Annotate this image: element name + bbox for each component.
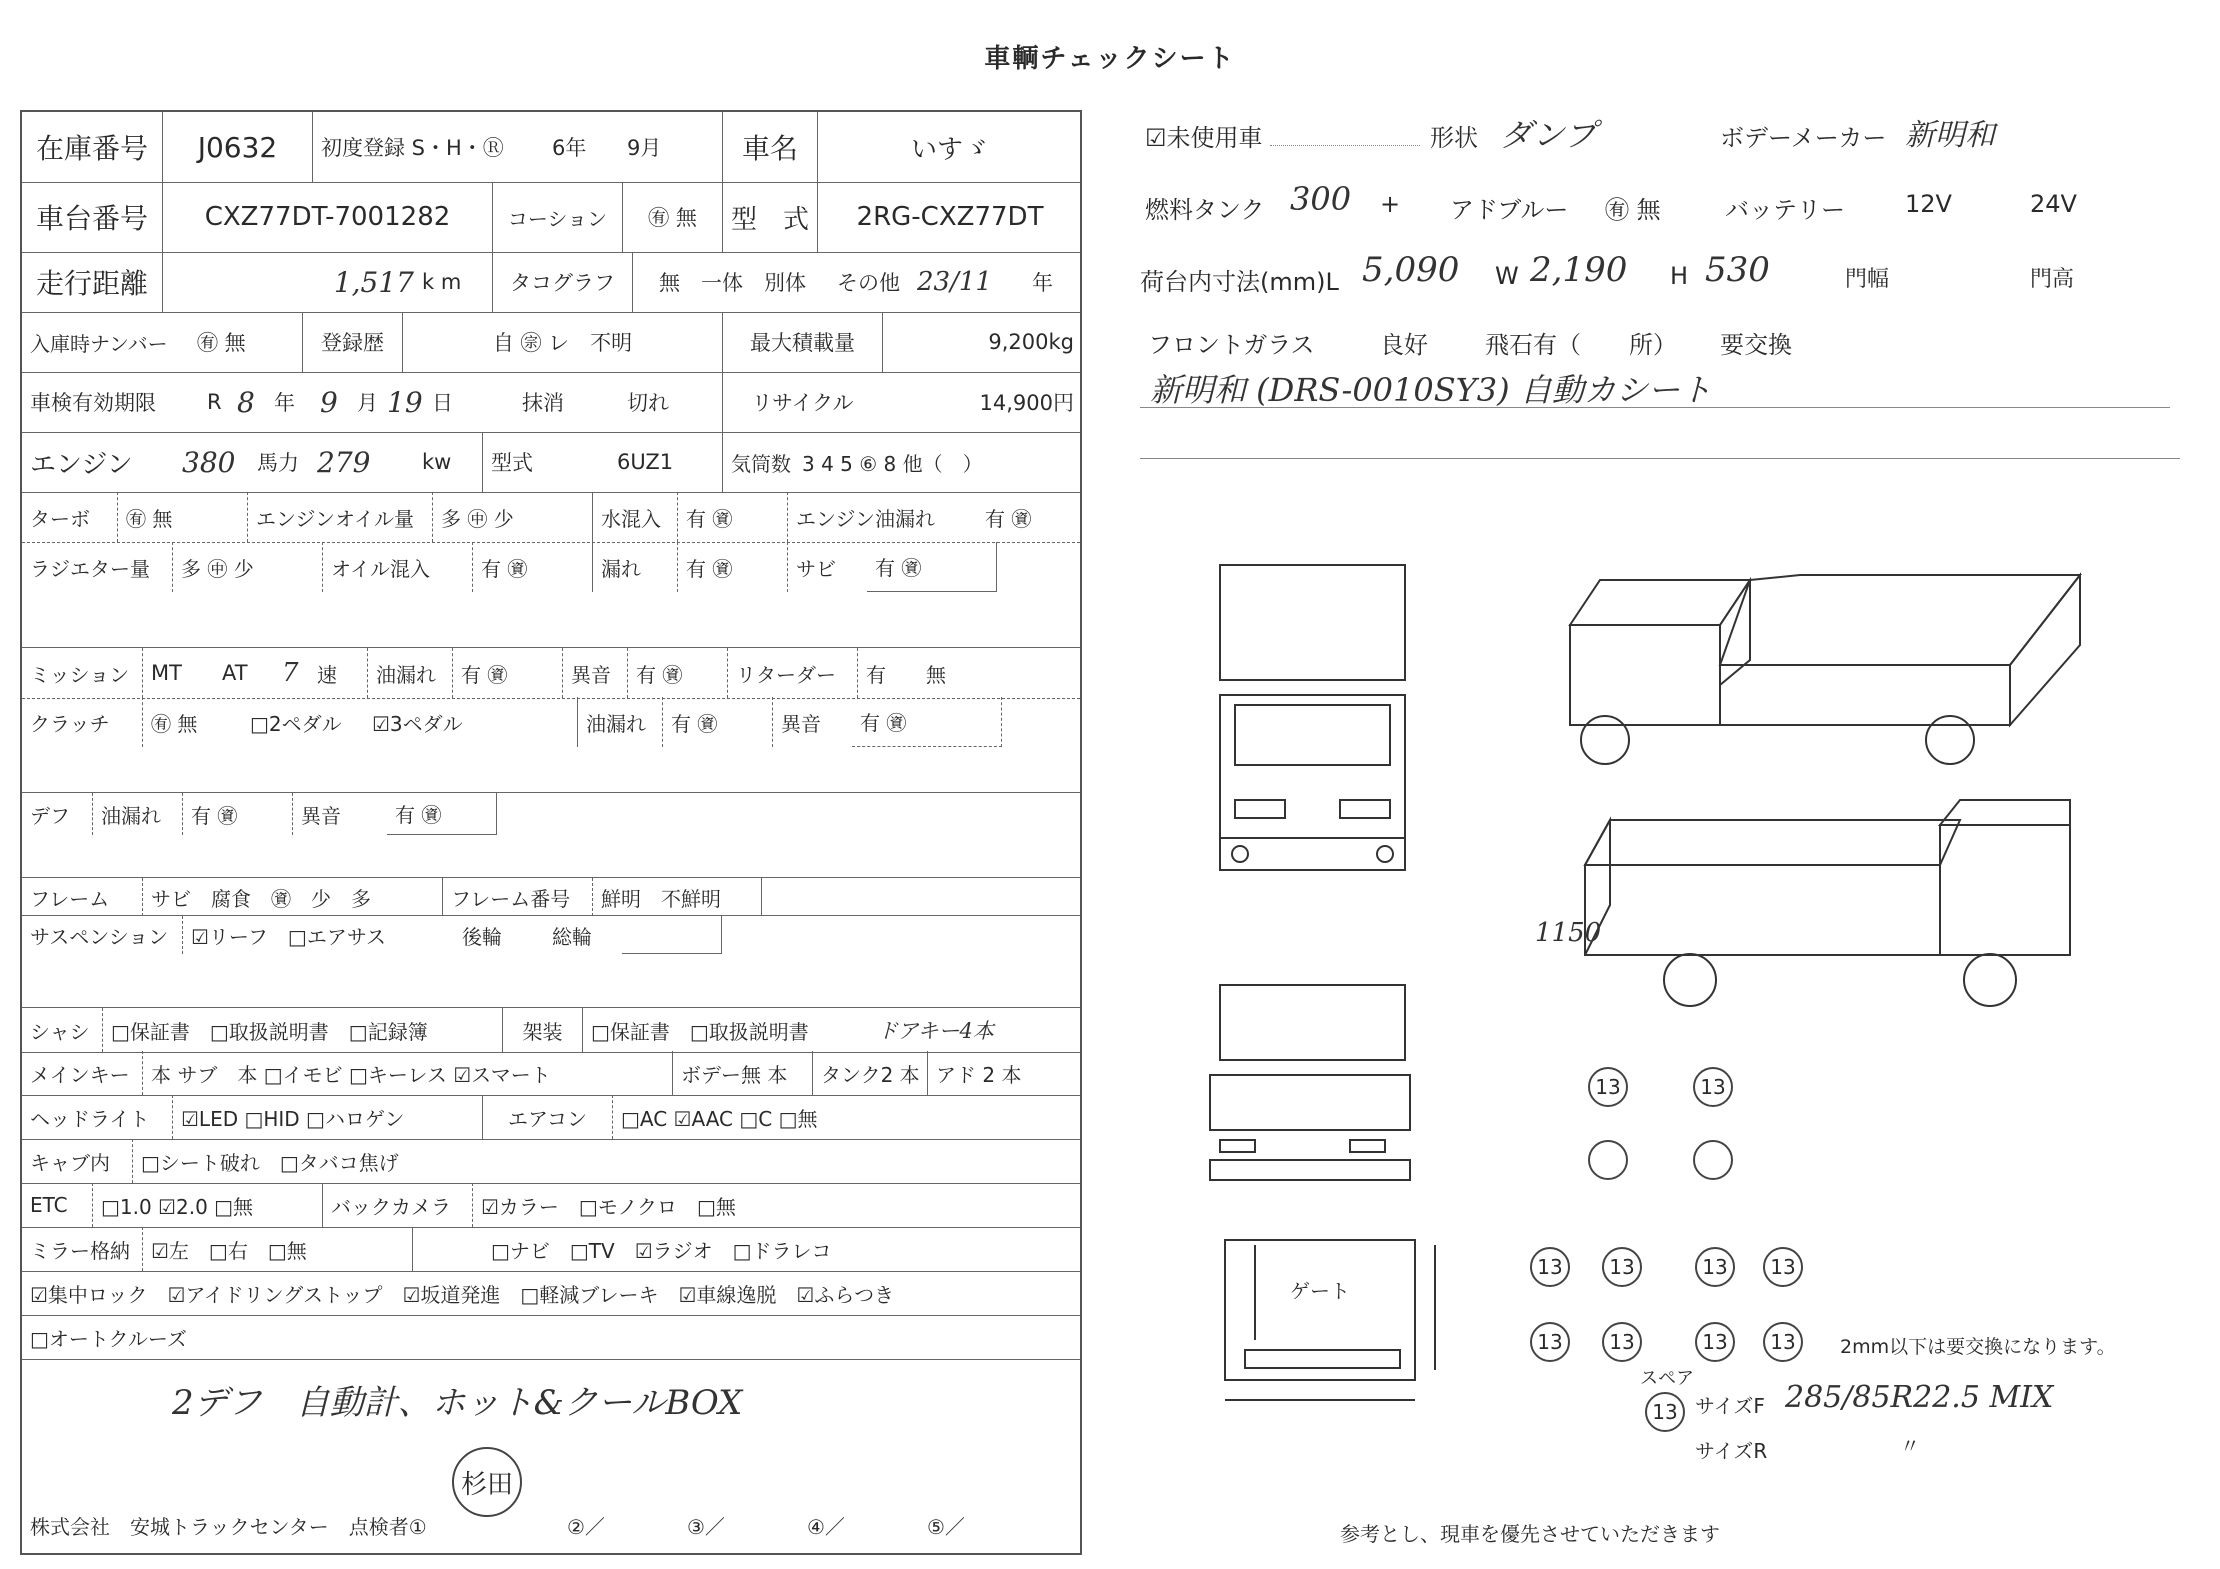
nav-options: □ナビ □TV ☑ラジオ □ドラレコ bbox=[412, 1227, 912, 1271]
engine-leak-label: エンジン油漏れ bbox=[787, 492, 977, 542]
name-value: いすゞ bbox=[817, 112, 1082, 182]
tire-rear-5: 13 bbox=[1530, 1322, 1570, 1362]
suspension-options: ☑リーフ □エアサス bbox=[182, 916, 432, 954]
clutch-2pedal: □2ペダル bbox=[250, 711, 342, 736]
remark-line-2 bbox=[1140, 458, 2180, 459]
model-label: 型 式 bbox=[722, 182, 817, 252]
mirror-options: ☑左 □右 □無 bbox=[142, 1227, 412, 1271]
row-cab bbox=[22, 1139, 1080, 1184]
erase-option: 抹消 bbox=[522, 391, 564, 415]
inspector-stamp: 杉田 bbox=[452, 1447, 522, 1517]
tire-spare: 13 bbox=[1645, 1392, 1685, 1432]
fuel-label: 燃料タンク bbox=[1145, 196, 1265, 224]
row-notes bbox=[22, 1359, 1080, 1439]
front-wheel-right bbox=[1377, 846, 1393, 862]
inspect-month: 9 bbox=[320, 385, 338, 419]
mission-mt: MT bbox=[142, 648, 202, 698]
tire-rear-7: 13 bbox=[1695, 1322, 1735, 1362]
iso-wheel-front bbox=[1581, 716, 1629, 764]
day-unit: 日 bbox=[432, 391, 453, 415]
row-etc bbox=[22, 1183, 1080, 1228]
etc-label: ETC bbox=[30, 1193, 68, 1217]
row-docs bbox=[22, 1007, 1080, 1053]
mission-leak-label: 油漏れ bbox=[367, 648, 452, 698]
back-camera-label: バックカメラ bbox=[322, 1183, 472, 1227]
maker-value: 新明和 bbox=[1905, 118, 1995, 153]
row-chassis bbox=[22, 182, 1080, 253]
diff-noise-options: 有 ㊮ bbox=[387, 793, 497, 835]
gate-frame bbox=[1225, 1240, 1415, 1380]
clutch-noise-options: 有 ㊮ bbox=[852, 697, 1002, 747]
rear-body bbox=[1210, 1075, 1410, 1130]
front-lamp-left bbox=[1235, 800, 1285, 818]
engine-model: 6UZ1 bbox=[617, 450, 674, 474]
tire-front-right: 13 bbox=[1693, 1067, 1733, 1107]
engine-label: エンジン bbox=[30, 449, 133, 480]
battery-12v: 12V bbox=[1905, 190, 1952, 218]
rear-bumper bbox=[1210, 1160, 1410, 1180]
diff-leak-options: 有 ㊮ bbox=[182, 793, 292, 835]
chassis-number: CXZ77DT-7001282 bbox=[162, 182, 492, 252]
bed-length: 5,090 bbox=[1362, 250, 1460, 290]
oil-label: エンジンオイル量 bbox=[247, 492, 432, 542]
engine-type-label: 型式 bbox=[482, 432, 582, 492]
mission-speed: 7 bbox=[282, 658, 299, 688]
row-mileage bbox=[22, 252, 1080, 313]
name-label: 車名 bbox=[722, 112, 817, 182]
ps-label: 馬力 bbox=[257, 451, 299, 475]
body-docs-options: □保証書 □取扱説明書 bbox=[582, 1008, 872, 1052]
body-key: ボデー無 本 bbox=[672, 1051, 812, 1095]
notes-text: 2デフ 自動計、ホット&クールBOX bbox=[172, 1382, 743, 1423]
engine-kw: 279 bbox=[317, 445, 371, 479]
size-r-value: 〃 bbox=[1900, 1434, 1920, 1458]
suspension-all: 総輪 bbox=[552, 924, 592, 949]
year-unit: 年 bbox=[274, 391, 295, 415]
engine-leak-options: 有 ㊮ bbox=[985, 506, 1032, 531]
oil-mix-options: 有 ㊮ bbox=[472, 542, 592, 592]
inspector-2: ②／ bbox=[567, 1514, 605, 1539]
inspector-5: ⑤／ bbox=[927, 1514, 965, 1539]
adblue-options: ㊒ 無 bbox=[1605, 196, 1661, 224]
company-inspector: 株式会社 安城トラックセンター 点検者① bbox=[30, 1514, 427, 1539]
coating-options: ㊒ 無 bbox=[622, 182, 722, 252]
iso-cab-top bbox=[1570, 580, 1750, 625]
fuel-plus: + bbox=[1380, 190, 1401, 218]
size-f-value: 285/85R22.5 MIX bbox=[1785, 1380, 2054, 1415]
plate-options: ㊒ 無 bbox=[197, 331, 246, 355]
frame-number-options: 鮮明 不鮮明 bbox=[592, 878, 762, 916]
iso-cab-front bbox=[1570, 625, 1720, 725]
iso-bed-top bbox=[1720, 575, 2080, 665]
turbo-options: ㊒ 無 bbox=[117, 492, 247, 542]
tire-note: 2mm以下は要交換になります。 bbox=[1840, 1336, 2116, 1358]
taco-options: 無 一体 別体 bbox=[632, 252, 832, 312]
remark-text: 新明和 (DRS-0010SY3) 自動カシート bbox=[1150, 371, 1712, 409]
suspension-label: サスペンション bbox=[30, 924, 169, 949]
main-key-label: メインキー bbox=[30, 1062, 130, 1087]
clutch-noise-label: 異音 bbox=[772, 697, 852, 747]
row-radiator bbox=[22, 542, 1080, 592]
truck-iso-lower bbox=[1585, 800, 2070, 1006]
front-cab bbox=[1220, 695, 1405, 870]
plate-label: 入庫時ナンバー bbox=[30, 331, 168, 356]
iso-wheel-rear bbox=[1926, 716, 1974, 764]
iso2-wheel-front bbox=[1964, 954, 2016, 1006]
front-top-box bbox=[1220, 565, 1405, 680]
load-value: 9,200kg bbox=[882, 312, 1082, 372]
km-unit: k m bbox=[422, 270, 462, 294]
cab-options: □シート破れ □タバコ焦げ bbox=[132, 1139, 632, 1183]
truck-rear-view bbox=[1210, 985, 1410, 1180]
frame-label: フレーム bbox=[30, 886, 110, 911]
taco-other: その他 bbox=[837, 271, 900, 295]
gate-diagram bbox=[1225, 1240, 1435, 1400]
row-mission bbox=[22, 647, 1080, 699]
row-clutch bbox=[22, 697, 1080, 747]
unused-vehicle: ☑未使用車 bbox=[1145, 124, 1263, 152]
water-label: 水混入 bbox=[592, 492, 677, 542]
inspector-4: ④／ bbox=[807, 1514, 845, 1539]
tire-empty-left bbox=[1588, 1140, 1628, 1180]
radiator-leak-options: 有 ㊮ bbox=[677, 542, 787, 592]
size-f-label: サイズF bbox=[1695, 1394, 1765, 1418]
clutch-leak-label: 油漏れ bbox=[577, 697, 662, 747]
iso2-wheel-rear bbox=[1664, 954, 1716, 1006]
ad-key: アド 2 本 bbox=[927, 1051, 1082, 1095]
tire-front-left: 13 bbox=[1588, 1067, 1628, 1107]
kw-unit: kw bbox=[422, 450, 452, 474]
stock-label: 在庫番号 bbox=[35, 132, 148, 165]
row-cruise bbox=[22, 1315, 1080, 1360]
windshield-good: 良好 bbox=[1380, 331, 1428, 359]
oil-mix-label: オイル混入 bbox=[322, 542, 472, 592]
battery-24v: 24V bbox=[2030, 190, 2077, 218]
door-key-note: ドアキー4本 bbox=[877, 1019, 994, 1043]
row-turbo bbox=[22, 492, 1080, 543]
chassis-docs-label: シャシ bbox=[30, 1019, 90, 1044]
frame-number-label: フレーム番号 bbox=[442, 878, 592, 916]
footer-note: 参考とし、現車を優先させていただきます bbox=[1340, 1522, 1720, 1546]
oil-options: 多 ㊥ 少 bbox=[432, 492, 592, 542]
bed-h-label: H bbox=[1670, 262, 1689, 290]
battery-label: バッテリー bbox=[1725, 196, 1845, 224]
clutch-leak-options: 有 ㊮ bbox=[662, 697, 772, 747]
stock-number: J0632 bbox=[162, 112, 312, 182]
adblue-label: アドブルー bbox=[1450, 196, 1569, 224]
turbo-label: ターボ bbox=[30, 506, 90, 531]
row-footer bbox=[22, 1497, 1080, 1553]
speed-label: 速 bbox=[317, 662, 337, 687]
door-height-label: 門高 bbox=[2030, 267, 2075, 292]
row-diff bbox=[22, 792, 1080, 835]
rust-options: 有 ㊮ bbox=[867, 542, 997, 592]
mission-label: ミッション bbox=[30, 662, 130, 687]
history-options: 自 ㊪ レ 不明 bbox=[402, 312, 722, 372]
windshield-chips: 飛石有（ 所） bbox=[1485, 331, 1677, 359]
rear-lamp-left bbox=[1220, 1140, 1255, 1152]
gate-label: ゲート bbox=[1290, 1279, 1350, 1303]
water-options: 有 ㊮ bbox=[677, 492, 787, 542]
iso-bed-front bbox=[1720, 665, 2010, 725]
remark-line-1 bbox=[1140, 407, 2170, 408]
row-frame bbox=[22, 877, 1080, 916]
radiator-label: ラジエター量 bbox=[30, 556, 150, 581]
frame-options: サビ 腐食 ㊮ 少 多 bbox=[142, 878, 442, 916]
front-wheel-left bbox=[1232, 846, 1248, 862]
tire-rear-4: 13 bbox=[1763, 1247, 1803, 1287]
suspension-rear: 後輪 bbox=[462, 924, 502, 949]
row-inspection bbox=[22, 372, 1080, 433]
retarder-label: リターダー bbox=[727, 648, 857, 698]
model-value: 2RG-CXZ77DT bbox=[817, 182, 1082, 252]
row-headlight bbox=[22, 1095, 1080, 1140]
clutch-3pedal: ☑3ペダル bbox=[372, 711, 463, 736]
reg-month: 9月 bbox=[627, 136, 662, 160]
safety-options: ☑集中ロック ☑アイドリングストップ ☑坂道発進 □軽減ブレーキ ☑車線逸脱 ☑ふらつき bbox=[30, 1282, 895, 1307]
back-camera-options: ☑カラー □モノクロ □無 bbox=[472, 1183, 872, 1227]
spare-label: スペア bbox=[1640, 1368, 1694, 1389]
chassis-docs-options: □保証書 □取扱説明書 □記録簿 bbox=[102, 1008, 502, 1052]
engine-ps: 380 bbox=[182, 445, 236, 479]
fuel-value: 300 bbox=[1290, 180, 1352, 218]
mission-leak-options: 有 ㊮ bbox=[452, 648, 562, 698]
truck-front-views bbox=[1220, 565, 1405, 870]
front-lamp-right bbox=[1340, 800, 1390, 818]
row-plate bbox=[22, 312, 1080, 373]
windshield-label: フロントガラス bbox=[1148, 331, 1315, 359]
rear-box bbox=[1220, 985, 1405, 1060]
tire-rear-8: 13 bbox=[1763, 1322, 1803, 1362]
bed-width: 2,190 bbox=[1530, 250, 1628, 290]
rear-lamp-right bbox=[1350, 1140, 1385, 1152]
recycle-value: 14,900円 bbox=[979, 391, 1074, 415]
shape-label: 形状 bbox=[1430, 124, 1478, 152]
history-label: 登録歴 bbox=[302, 312, 402, 372]
truck-iso-upper bbox=[1570, 575, 2080, 764]
mission-noise-label: 異音 bbox=[562, 648, 627, 698]
cruise-option: □オートクルーズ bbox=[30, 1326, 187, 1351]
reg-year: 6年 bbox=[552, 136, 587, 160]
sheet-title: 車輌チェックシート bbox=[984, 44, 1236, 74]
gate-plate bbox=[1245, 1350, 1400, 1368]
bed-height: 530 bbox=[1705, 250, 1770, 290]
clutch-label: クラッチ bbox=[30, 711, 110, 736]
inspect-label: 車検有効期限 bbox=[30, 391, 156, 415]
retarder-options: 有 無 bbox=[857, 648, 1017, 698]
diff-label: デフ bbox=[30, 803, 70, 828]
mileage-value: 1,517 bbox=[162, 252, 422, 312]
inspect-day: 19 bbox=[387, 385, 423, 419]
headlight-options: ☑LED □HID □ハロゲン bbox=[172, 1095, 482, 1139]
tire-empty-right bbox=[1693, 1140, 1733, 1180]
radiator-options: 多 ㊥ 少 bbox=[172, 542, 322, 592]
mirror-label: ミラー格納 bbox=[30, 1238, 130, 1263]
bed-size-label: 荷台内寸法(mm)L bbox=[1140, 268, 1339, 296]
clutch-options: ㊒ 無 bbox=[142, 697, 242, 747]
iso2-cab-front bbox=[1940, 825, 2070, 955]
unused-line bbox=[1270, 145, 1420, 146]
front-windshield bbox=[1235, 705, 1390, 765]
row-safety bbox=[22, 1271, 1080, 1316]
tire-rear-3: 13 bbox=[1695, 1247, 1735, 1287]
size-r-label: サイズR bbox=[1695, 1439, 1768, 1463]
mission-noise-options: 有 ㊮ bbox=[627, 648, 727, 698]
taco-date: 23/11 bbox=[917, 267, 992, 297]
rust-label: サビ bbox=[787, 542, 867, 592]
reg-label: 初度登録 S・H・Ⓡ bbox=[312, 112, 542, 182]
bed-w-label: W bbox=[1495, 262, 1519, 290]
taco-year: 年 bbox=[1032, 271, 1053, 295]
recycle-label: リサイクル bbox=[722, 372, 882, 432]
suspension-end bbox=[622, 916, 722, 954]
check-grid bbox=[20, 110, 1082, 1555]
diff-noise-label: 異音 bbox=[292, 793, 387, 835]
etc-options: □1.0 ☑2.0 □無 bbox=[92, 1183, 322, 1227]
cylinder-label: 気筒数 bbox=[722, 432, 802, 492]
row-engine bbox=[22, 432, 1080, 493]
radiator-leak-label: 漏れ bbox=[592, 542, 677, 592]
height-note: 1150 bbox=[1535, 918, 1602, 948]
mileage-label: 走行距離 bbox=[35, 267, 148, 300]
cab-label: キャブ内 bbox=[30, 1150, 110, 1175]
inspector-3: ③／ bbox=[687, 1514, 725, 1539]
inspect-era: R bbox=[207, 390, 222, 414]
load-label: 最大積載量 bbox=[722, 312, 882, 372]
chassis-label: 車台番号 bbox=[35, 202, 148, 235]
headlight-label: ヘッドライト bbox=[30, 1106, 150, 1131]
taco-label: タコグラフ bbox=[492, 252, 632, 312]
diff-leak-label: 油漏れ bbox=[92, 793, 182, 835]
main-key-options: 本 サブ 本 □イモビ □キーレス ☑スマート bbox=[142, 1051, 672, 1095]
tire-rear-6: 13 bbox=[1602, 1322, 1642, 1362]
row-mirror bbox=[22, 1227, 1080, 1272]
aircon-label: エアコン bbox=[482, 1095, 612, 1139]
tire-rear-2: 13 bbox=[1602, 1247, 1642, 1287]
aircon-options: □AC ☑AAC □C □無 bbox=[612, 1095, 862, 1139]
iso2-bed-front bbox=[1585, 865, 1940, 955]
iso-bed-side bbox=[2010, 575, 2080, 725]
tank-key: タンク2 本 bbox=[812, 1051, 927, 1095]
coating-label: コーション bbox=[492, 182, 622, 252]
row-keys bbox=[22, 1051, 1080, 1096]
maker-label: ボデーメーカー bbox=[1720, 124, 1887, 152]
cylinder-options: 3 4 5 ⑥ 8 他（ ） bbox=[802, 451, 983, 476]
body-docs-label: 架装 bbox=[502, 1008, 582, 1052]
door-width-label: 門幅 bbox=[1845, 267, 1890, 292]
iso2-bed-top bbox=[1585, 820, 1960, 865]
windshield-replace: 要交換 bbox=[1720, 331, 1792, 359]
inspect-year: 8 bbox=[237, 385, 255, 419]
row-stock bbox=[22, 112, 1080, 183]
expired-option: 切れ bbox=[627, 391, 669, 415]
shape-value: ダンプ bbox=[1500, 116, 1597, 154]
tire-rear-1: 13 bbox=[1530, 1247, 1570, 1287]
month-unit: 月 bbox=[357, 391, 378, 415]
row-suspension bbox=[22, 915, 1080, 954]
mission-at: AT bbox=[222, 661, 248, 685]
